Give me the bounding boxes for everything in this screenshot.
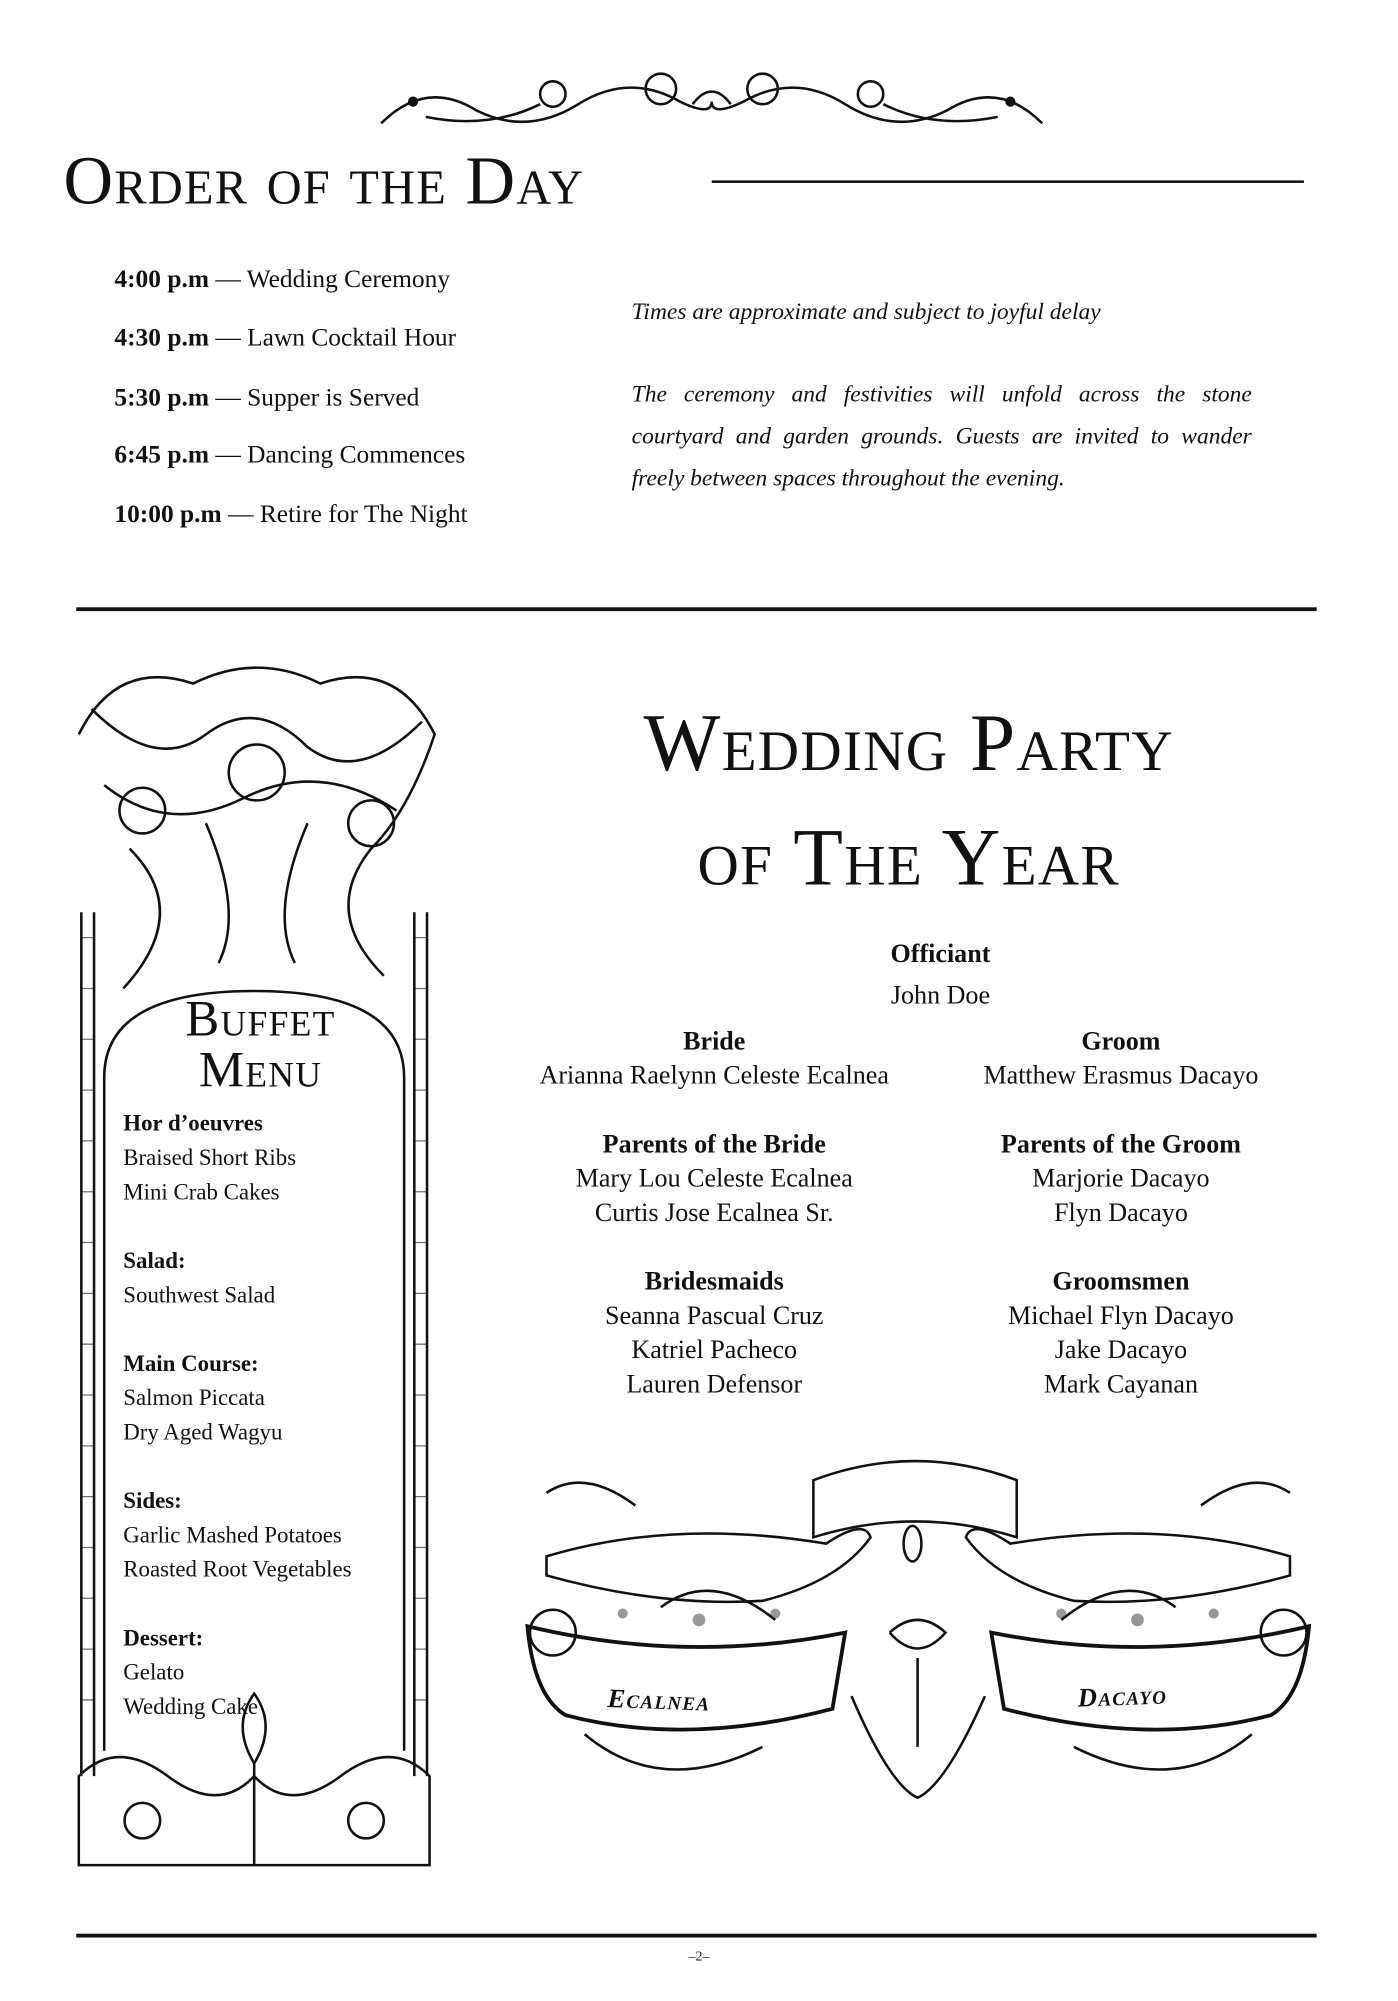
menu-group-heading: Sides: <box>123 1487 182 1514</box>
schedule-item: 5:30 p.m — Supper is Served <box>114 383 420 412</box>
role-heading: Parents of the Groom <box>1000 1130 1241 1159</box>
schedule-item: 4:00 p.m — Wedding Ceremony <box>114 265 451 294</box>
menu-item: Salmon Piccata <box>123 1384 265 1411</box>
role-heading: Groom <box>1081 1027 1161 1056</box>
role-heading: Groomsmen <box>1052 1267 1190 1296</box>
menu-group-heading: Salad: <box>123 1247 186 1274</box>
menu-group <box>123 1244 415 1313</box>
role-group <box>911 1128 1330 1231</box>
person-name: Jake Dacayo <box>1054 1336 1188 1365</box>
role-heading: Officiant <box>890 940 991 969</box>
menu-item: Braised Short Ribs <box>123 1144 297 1171</box>
person-name: Michael Flyn Dacayo <box>1008 1302 1234 1331</box>
wedding-party-title-line: Wedding Party <box>643 697 1174 788</box>
flourish-ornament-icon <box>375 66 1049 137</box>
buffet-menu <box>123 1107 415 1759</box>
person-name: Katriel Pacheco <box>631 1336 798 1365</box>
person-name: Arianna Raelynn Celeste Ecalnea <box>539 1062 889 1091</box>
person-name: Matthew Erasmus Dacayo <box>983 1062 1259 1091</box>
groom-side-column <box>911 1025 1330 1437</box>
person-name: Seanna Pascual Cruz <box>604 1302 824 1331</box>
role-heading: Bridesmaids <box>644 1267 784 1296</box>
schedule-item: 6:45 p.m — Dancing Commences <box>114 440 466 469</box>
menu-group <box>123 1347 415 1450</box>
schedule-item: 4:30 p.m — Lawn Cocktail Hour <box>114 323 457 352</box>
footer-rule <box>76 1934 1316 1938</box>
role-group <box>911 1025 1330 1094</box>
wedding-party-title-line: of The Year <box>697 811 1120 903</box>
person-name: Marjorie Dacayo <box>1032 1165 1210 1193</box>
menu-group <box>123 1484 415 1587</box>
role-group <box>505 1265 924 1402</box>
menu-title-line: Menu <box>198 1040 323 1098</box>
menu-item: Dry Aged Wagyu <box>123 1419 283 1445</box>
schedule-item: 10:00 p.m — Retire for The Night <box>114 500 468 529</box>
page-number: –2– <box>688 1948 710 1965</box>
role-group <box>505 1025 924 1094</box>
person-name: Curtis Jose Ecalnea Sr. <box>594 1199 834 1228</box>
timing-note: Times are approximate and subject to joyful delay <box>631 299 1101 326</box>
menu-item: Gelato <box>123 1659 185 1685</box>
person-name: Flyn Dacayo <box>1053 1199 1188 1228</box>
menu-item: Mini Crab Cakes <box>123 1179 280 1205</box>
groom-family-name: Dacayo <box>1077 1679 1168 1713</box>
bride-family-name: Ecalnea <box>607 1682 711 1717</box>
venue-description: The ceremony and festivities will unfold across the stone courtyard and garden grounds. Guests are invited to wander freely between spaces throughout the evening. <box>631 382 1252 492</box>
order-of-day-title: Order of the Day <box>63 142 585 219</box>
menu-title <box>127 989 394 1098</box>
role-heading: Parents of the Bride <box>602 1130 826 1159</box>
role-group <box>505 1128 924 1231</box>
bride-side-column <box>505 1025 924 1437</box>
menu-item: Wedding Cake <box>123 1693 259 1719</box>
menu-group-heading: Dessert: <box>123 1624 204 1651</box>
menu-title-line: Buffet <box>185 989 336 1047</box>
title-rule <box>712 180 1304 183</box>
menu-group <box>123 1107 415 1210</box>
menu-group <box>123 1621 415 1724</box>
role-heading: Bride <box>683 1027 746 1056</box>
menu-item: Southwest Salad <box>123 1281 276 1308</box>
person-name: John Doe <box>890 982 991 1011</box>
menu-group-heading: Hor d’oeuvres <box>123 1110 263 1136</box>
menu-item: Roasted Root Vegetables <box>123 1556 352 1582</box>
wedding-party-title <box>527 686 1290 915</box>
officiant-block <box>731 938 1150 1014</box>
person-name: Mark Cayanan <box>1043 1370 1198 1399</box>
section-divider <box>76 607 1316 611</box>
person-name: Mary Lou Celeste Ecalnea <box>575 1165 853 1193</box>
menu-group-heading: Main Course: <box>123 1350 259 1376</box>
doves-banner-illustration <box>508 1442 1328 1810</box>
person-name: Lauren Defensor <box>626 1370 803 1399</box>
role-group <box>911 1265 1330 1402</box>
menu-item: Garlic Mashed Potatoes <box>123 1522 342 1548</box>
